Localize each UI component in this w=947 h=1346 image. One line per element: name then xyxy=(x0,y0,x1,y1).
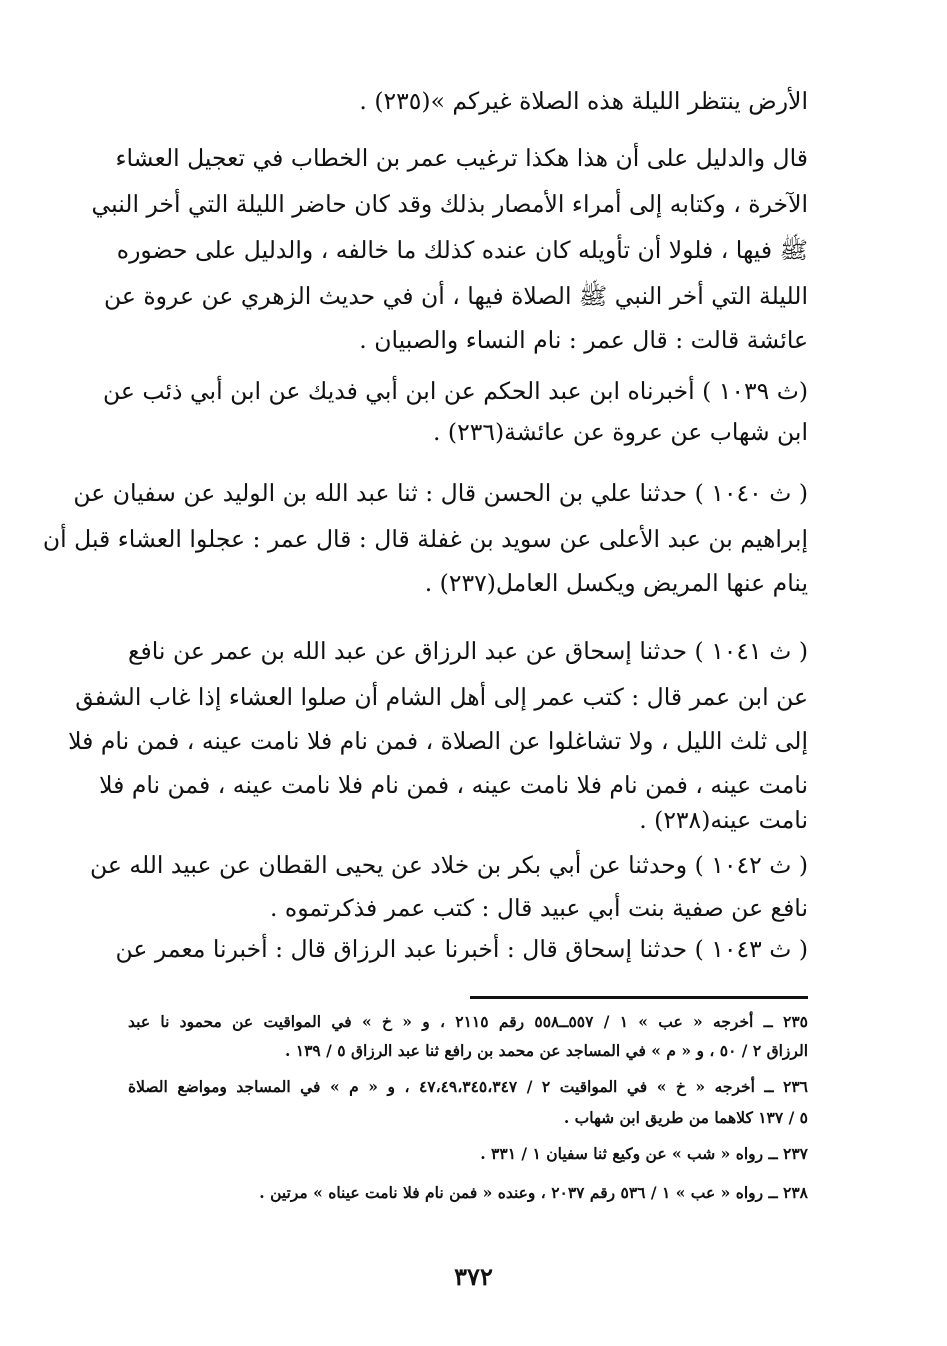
text-line: نامت عينه ، فمن نام فلا نامت عينه ، فمن نام فلا نامت عينه ، فمن نام فلا xyxy=(99,771,808,799)
text-line: ابن شهاب عن عروة عن عائشة(٢٣٦) . xyxy=(432,418,808,446)
footnote-line: ٥ / ١٣٧ كلاهما من طريق ابن شهاب . xyxy=(563,1108,808,1127)
text-line: الآخرة ، وكتابه إلى أمراء الأمصار بذلك وقد كان حاضر الليلة التي أخر النبي xyxy=(91,190,808,218)
footnote-line: ٢٣٦ ــ أخرجه « خ » في المواقيت ٢ / ٤٧،٤٩،٣٤٥،٣٤٧ ، و « م » في المساجد ومواضع الصلاة xyxy=(128,1077,808,1096)
text-line: نامت عينه(٢٣٨) . xyxy=(639,806,808,834)
page-number: ٣٧٢ xyxy=(454,1262,493,1291)
text-line: إبراهيم بن عبد الأعلى عن سويد بن غفلة قال : قال عمر : عجلوا العشاء قبل أن xyxy=(42,525,808,553)
text-line: عن ابن عمر قال : كتب عمر إلى أهل الشام أن صلوا العشاء إذا غاب الشفق xyxy=(75,683,808,711)
text-line: (ث ١٠٣٩ ) أخبرناه ابن عبد الحكم عن ابن أبي فديك عن ابن أبي ذئب عن xyxy=(103,377,808,405)
text-line: الأرض ينتظر الليلة هذه الصلاة غيركم »(٢٣٥) . xyxy=(359,87,808,115)
footnote-line: ٢٣٨ ــ رواه « عب » ١ / ٥٣٦ رقم ٢٠٣٧ ، وعنده « فمن نام فلا نامت عيناه » مرتين . xyxy=(259,1183,808,1202)
text-line: نافع عن صفية بنت أبي عبيد قال : كتب عمر فذكرتموه . xyxy=(269,894,808,922)
text-line: ينام عنها المريض ويكسل العامل(٢٣٧) . xyxy=(424,569,808,597)
main-text-block xyxy=(42,78,809,978)
text-line: ( ث ١٠٤١ ) حدثنا إسحاق عن عبد الرزاق عن عبد الله بن عمر عن نافع xyxy=(128,637,809,665)
footnote-line: ٢٣٧ ــ رواه « شب » عن وكيع ثنا سفيان ١ / ٣٣١ . xyxy=(480,1144,808,1163)
text-line: الليلة التي أخر النبي ﷺ الصلاة فيها ، أن في حديث الزهري عن عروة عن xyxy=(103,282,808,310)
text-line: ( ث ١٠٤٢ ) وحدثنا عن أبي بكر بن خلاد عن يحيى القطان عن عبيد الله عن xyxy=(90,851,808,879)
footnote-line: ٢٣٥ ــ أخرجه « عب » ١ / ٥٥٧ــ٥٥٨ رقم ٢١١٥ ، و « خ » في المواقيت عن محمود نا عبد xyxy=(128,1012,808,1031)
text-line: قال والدليل على أن هذا هكذا ترغيب عمر بن الخطاب في تعجيل العشاء xyxy=(115,144,808,172)
text-line: ( ث ١٠٤٠ ) حدثنا علي بن الحسن قال : ثنا عبد الله بن الوليد عن سفيان عن xyxy=(73,479,808,507)
text-line: ﷺ فيها ، فلولا أن تأويله كان عنده كذلك ما خالفه ، والدليل على حضوره xyxy=(116,236,808,264)
footnotes-block xyxy=(128,1008,808,1208)
text-line: إلى ثلث الليل ، ولا تشاغلوا عن الصلاة ، فمن نام فلا نامت عينه ، فمن نام فلا xyxy=(68,727,808,755)
footnote-line: الرزاق ٢ / ٥٠ ، و « م » في المساجد عن محمد بن رافع ثنا عبد الرزاق ٥ / ١٣٩ . xyxy=(284,1041,808,1060)
footnote-separator xyxy=(470,996,808,999)
text-line: ( ث ١٠٤٣ ) حدثنا إسحاق قال : أخبرنا عبد الرزاق قال : أخبرنا معمر عن xyxy=(115,935,808,963)
text-line: عائشة قالت : قال عمر : نام النساء والصبيان . xyxy=(359,326,808,354)
